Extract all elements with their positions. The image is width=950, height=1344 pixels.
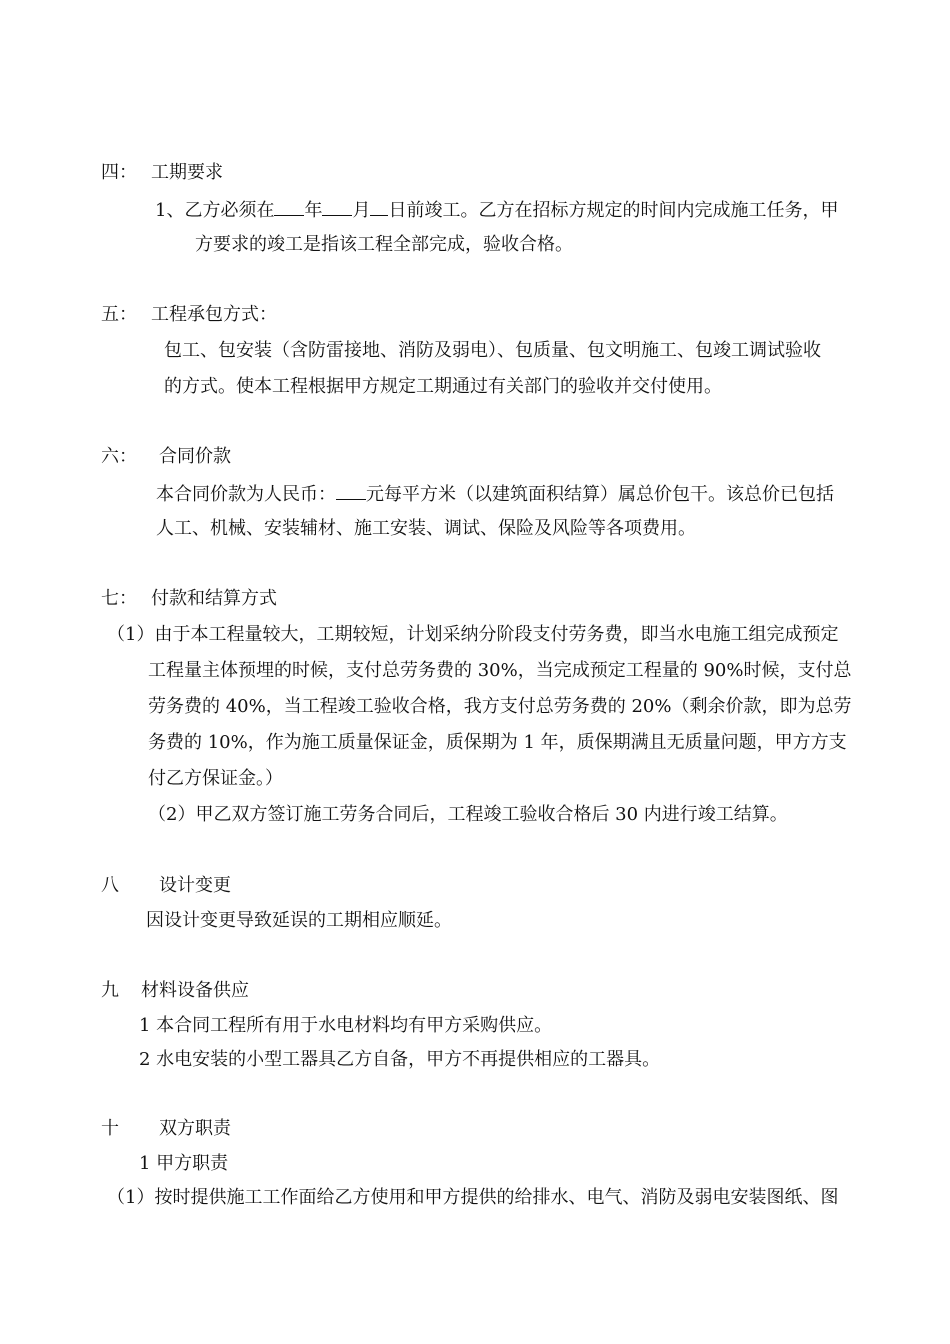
section-7-number: 七： — [101, 588, 137, 609]
section-5-heading — [101, 303, 277, 327]
section-9-heading — [101, 979, 249, 1003]
section-6-heading — [101, 445, 231, 469]
section-4-item-1: 1、乙方必须在 年 月 日前竣工。乙方在招标方规定的时间内完成施工任务，甲 — [155, 197, 838, 223]
section-10-text-1: （1）按时提供施工工作面给乙方使用和甲方提供的给排水、电气、消防及弱电安装图纸、图 — [107, 1187, 839, 1208]
section-5-number: 五： — [101, 304, 137, 325]
section-7-para-1-line-1: （1）由于本工程量较大，工期较短，计划采纳分阶段支付劳务费，即当水电施工组完成预定 — [107, 624, 839, 645]
section-10-subheading: 1 甲方职责 — [139, 1153, 229, 1174]
section-10-number: 十 — [101, 1118, 119, 1139]
section-5-text-1: 包工、包安装（含防雷接地、消防及弱电）、包质量、包文明施工、包竣工调试验收 — [164, 340, 821, 361]
section-8-text-1: 因设计变更导致延误的工期相应顺延。 — [146, 910, 452, 931]
blank-month — [322, 197, 352, 216]
section-10-title: 双方职责 — [159, 1118, 231, 1139]
section-7-para-1-line-2: 工程量主体预埋的时候，支付总劳务费的 30%，当完成预定工程量的 90%时候，支付总 — [148, 660, 852, 681]
section-7-heading — [101, 587, 277, 611]
section-5-text-2: 的方式。使本工程根据甲方规定工期通过有关部门的验收并交付使用。 — [164, 376, 722, 397]
section-4-heading — [101, 161, 223, 185]
section-9-text-2: 2 水电安装的小型工器具乙方自备，甲方不再提供相应的工器具。 — [139, 1049, 661, 1070]
section-4-title: 工期要求 — [151, 162, 223, 183]
section-7-para-1-line-4: 务费的 10%，作为施工质量保证金，质保期为 1 年，质保期满且无质量问题，甲方方支 — [148, 732, 847, 753]
section-8-title: 设计变更 — [159, 875, 231, 896]
section-10-heading — [101, 1117, 231, 1141]
section-9-text-1: 1 本合同工程所有用于水电材料均有甲方采购供应。 — [139, 1015, 553, 1036]
section-7-para-2: （2）甲乙双方签订施工劳务合同后，工程竣工验收合格后 30 内进行竣工结算。 — [148, 804, 788, 825]
section-7-para-1-line-3: 劳务费的 40%，当工程竣工验收合格，我方支付总劳务费的 20%（剩余价款，即为总劳 — [148, 696, 852, 717]
blank-year — [274, 197, 304, 216]
blank-price — [336, 481, 366, 500]
section-8-number: 八 — [101, 875, 119, 896]
section-7-para-1-line-5: 付乙方保证金。） — [148, 768, 283, 789]
section-9-number: 九 — [101, 980, 119, 1001]
section-6-title: 合同价款 — [159, 446, 231, 467]
blank-day — [370, 197, 388, 216]
section-6-number: 六： — [101, 446, 137, 467]
section-6-text-2: 人工、机械、安装辅材、施工安装、调试、保险及风险等各项费用。 — [156, 518, 696, 539]
section-7-title: 付款和结算方式 — [151, 588, 277, 609]
section-4-number: 四： — [101, 162, 137, 183]
section-6-text-1: 本合同价款为人民币： 元每平方米（以建筑面积结算）属总价包干。该总价已包括 — [156, 481, 834, 507]
section-8-heading — [101, 874, 231, 898]
section-9-title: 材料设备供应 — [141, 980, 249, 1001]
section-4-item-1-cont: 方要求的竣工是指该工程全部完成，验收合格。 — [195, 234, 573, 255]
section-5-title: 工程承包方式： — [151, 304, 277, 325]
